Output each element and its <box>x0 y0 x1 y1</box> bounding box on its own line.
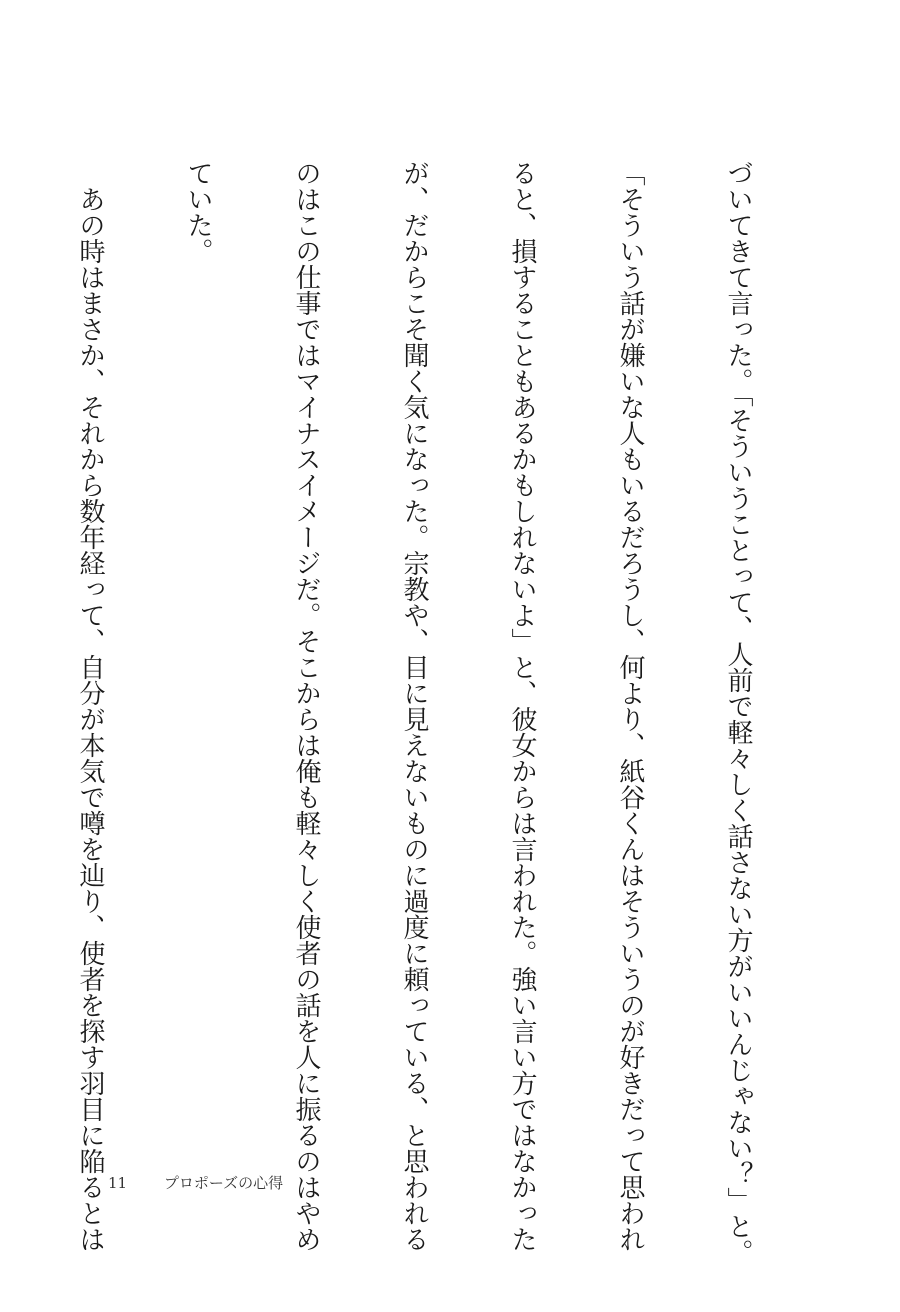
page-number: 11 <box>108 1174 128 1192</box>
text-line: あの時はまさか、それから数年経って、自分が本気で噂を辿り、使者を探す羽目に陥るとは <box>75 160 105 1252</box>
page-footer <box>108 1172 283 1193</box>
running-title: プロポーズの心得 <box>163 1174 284 1192</box>
text-line: のはこの仕事ではマイナスイメージだ。そこからは俺も軽々しく使者の話を人に振るのはやめ <box>291 160 321 1252</box>
text-line: ていた。 <box>183 160 213 264</box>
text-line: が、だからこそ聞く気になった。宗教や、目に見えないものに過度に頼っている、と思われる <box>399 160 429 1252</box>
text-line: づいてきて言った。「そういうことって、人前で軽々しく話さない方がいいんじゃない？」と。 <box>723 160 753 1265</box>
text-line: 「そういう話が嫌いな人もいるだろうし、何より、紙谷くんはそういうのが好きだって思われ <box>615 160 645 1252</box>
text-line: ると、損することもあるかもしれないよ」と、彼女からは言われた。強い言い方ではなかった <box>507 160 537 1252</box>
